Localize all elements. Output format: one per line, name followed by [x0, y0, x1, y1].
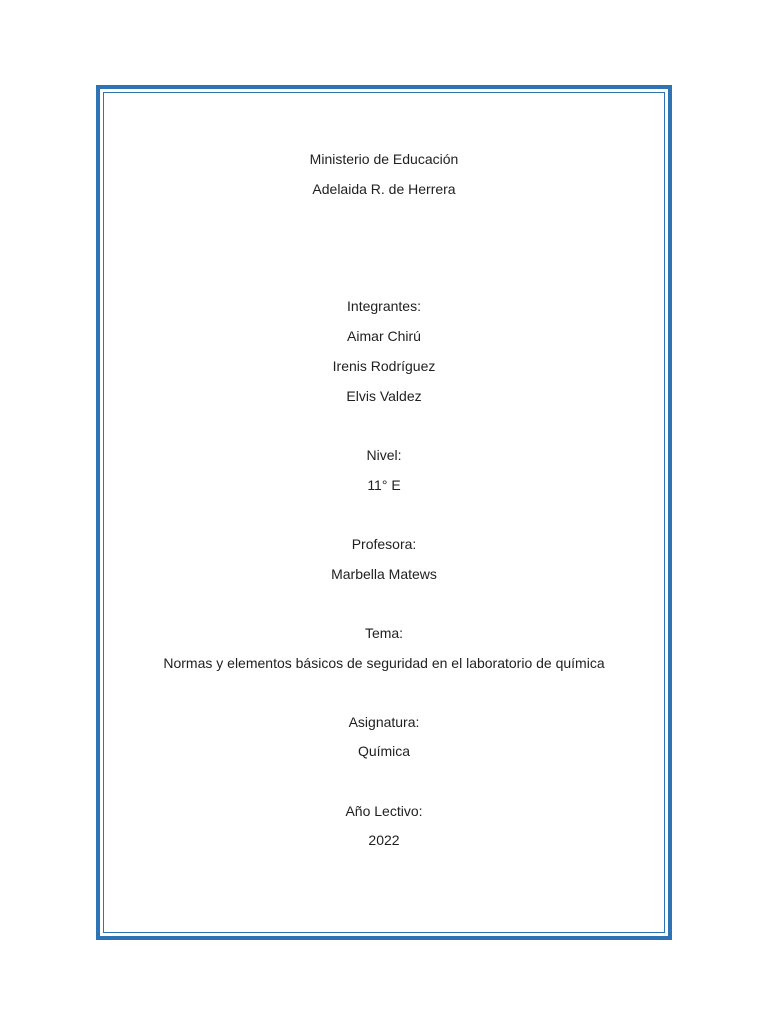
- subject-value: Química: [357, 743, 411, 759]
- year-label: Año Lectivo:: [345, 803, 423, 819]
- school-name: Adelaida R. de Herrera: [312, 181, 456, 197]
- member-name: Irenis Rodríguez: [332, 358, 436, 374]
- teacher-label: Profesora:: [351, 536, 417, 552]
- topic-label: Tema:: [364, 625, 404, 641]
- level-label: Nivel:: [366, 447, 402, 463]
- teacher-name: Marbella Matews: [331, 566, 437, 582]
- members-label: Integrantes:: [347, 298, 421, 314]
- level-value: 11° E: [367, 477, 401, 493]
- ministry-heading: Ministerio de Educación: [309, 151, 459, 167]
- topic-value: Normas y elementos básicos de seguridad en el laboratorio de química: [163, 655, 605, 671]
- member-name: Aimar Chirú: [347, 328, 421, 344]
- subject-label: Asignatura:: [348, 714, 420, 730]
- year-value: 2022: [368, 832, 400, 848]
- member-name: Elvis Valdez: [346, 388, 422, 404]
